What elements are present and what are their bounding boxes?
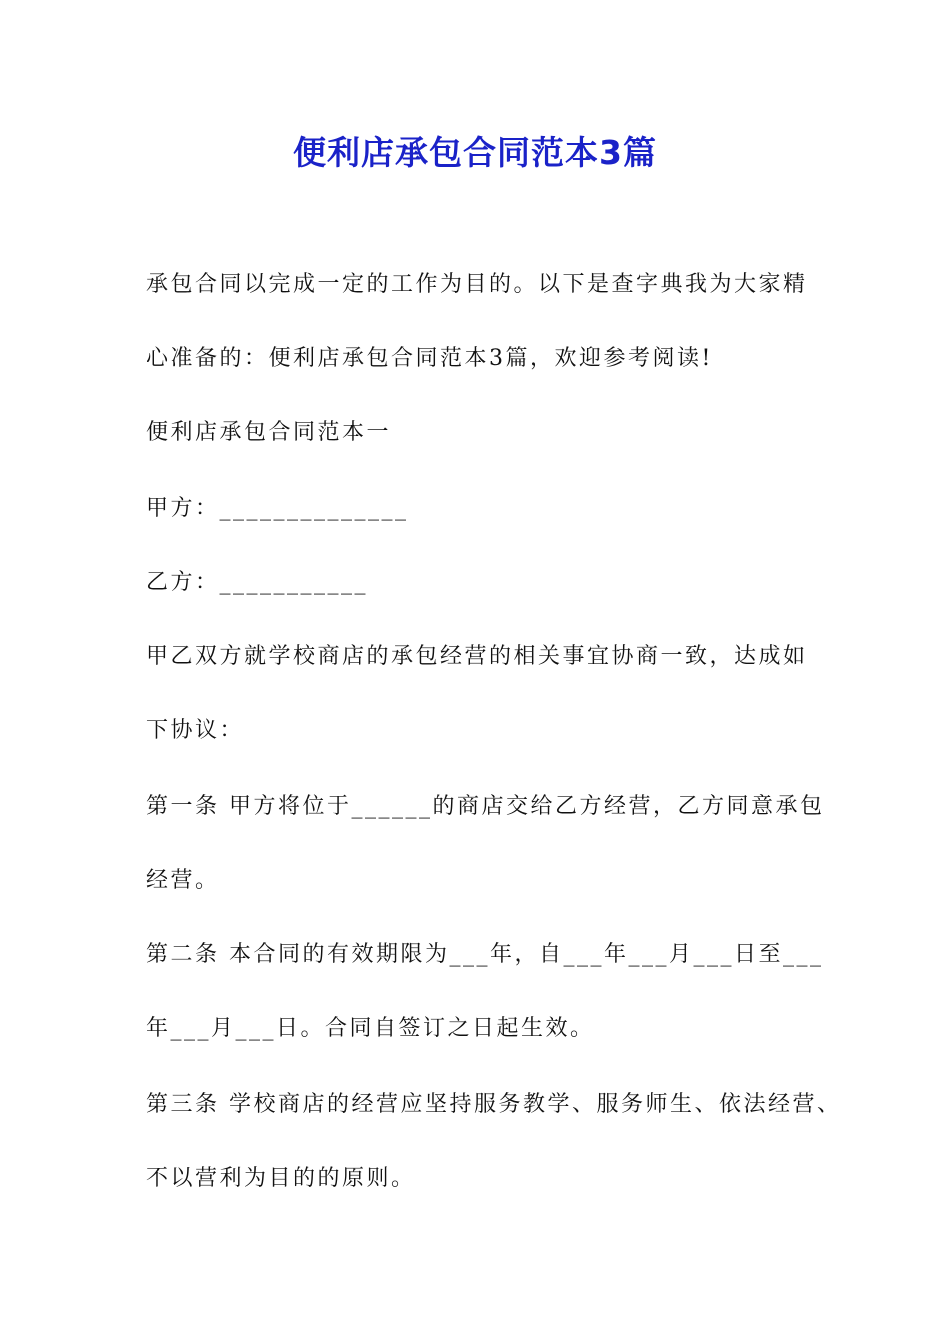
party-a-line: 甲方：______________ xyxy=(146,496,409,521)
article-one-line: 经营。 xyxy=(146,868,220,893)
document-title: 便利店承包合同范本3篇 xyxy=(293,133,657,172)
party-b-line: 乙方：___________ xyxy=(146,570,369,595)
article-three-line: 第三条 学校商店的经营应坚持服务教学、服务师生、依法经营、 xyxy=(146,1092,842,1117)
paragraph-line: 甲乙双方就学校商店的承包经营的相关事宜协商一致，达成如 xyxy=(146,644,808,669)
section-heading: 便利店承包合同范本一 xyxy=(146,420,392,445)
article-one-line: 第一条 甲方将位于______的商店交给乙方经营，乙方同意承包 xyxy=(146,794,825,819)
paragraph-line: 下协议： xyxy=(146,718,245,743)
paragraph-line: 心准备的：便利店承包合同范本3篇，欢迎参考阅读! xyxy=(146,346,713,371)
article-two-line: 年___月___日。合同自签订之日起生效。 xyxy=(146,1016,595,1041)
article-three-line: 不以营利为目的的原则。 xyxy=(146,1166,416,1191)
paragraph-line: 承包合同以完成一定的工作为目的。以下是查字典我为大家精 xyxy=(146,272,808,297)
article-two-line: 第二条 本合同的有效期限为___年，自___年___月___日至___ xyxy=(146,942,824,967)
